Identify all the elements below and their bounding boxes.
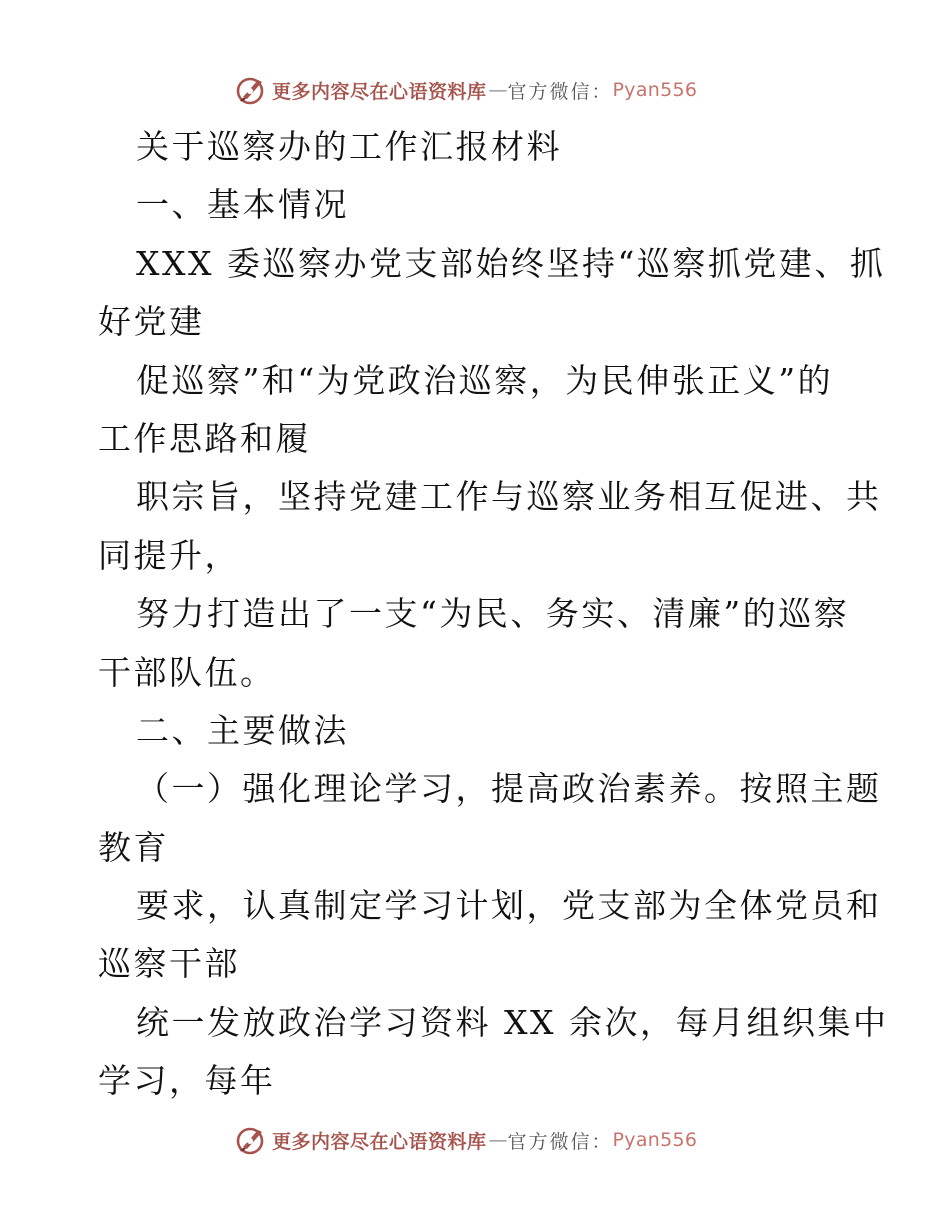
- watermark-main-text: 更多内容尽在心语资料库: [272, 1130, 487, 1153]
- paragraph-line: 学习，每年: [98, 1061, 276, 1101]
- brush-logo-icon: [234, 73, 268, 107]
- paragraph-line: 同提升，: [98, 535, 240, 575]
- paragraph-line: XXX 委巡察办党支部始终坚持“巡察抓党建、抓: [136, 243, 886, 283]
- watermark-wechat-id: Pyan556: [612, 1129, 698, 1151]
- paragraph-line: （一）强化理论学习，提高政治素养。按照主题: [136, 769, 882, 809]
- watermark-dash: —: [488, 1129, 506, 1151]
- paragraph-line: 巡察干部: [98, 944, 240, 984]
- doc-title: 关于巡察办的工作汇报材料: [136, 127, 562, 166]
- paragraph-line: 教育: [98, 827, 169, 867]
- watermark-wechat-id: Pyan556: [612, 79, 698, 101]
- paragraph-line: 促巡察”和“为党政治巡察，为民伸张正义”的: [136, 360, 834, 400]
- watermark-banner-bottom: [234, 1120, 734, 1160]
- watermark-main-text: 更多内容尽在心语资料库: [272, 80, 487, 103]
- paragraph-line: 干部队伍。: [98, 652, 276, 692]
- section-heading-basic-situation: 一、基本情况: [136, 185, 349, 225]
- paragraph-line: 工作思路和履: [98, 418, 311, 458]
- paragraph-line: 统一发放政治学习资料 XX 余次，每月组织集中: [136, 1002, 889, 1042]
- paragraph-line: 好党建: [98, 302, 205, 342]
- brush-logo-icon: [234, 1123, 268, 1157]
- document-body: [98, 118, 889, 1111]
- paragraph-line: 职宗旨，坚持党建工作与巡察业务相互促进、共: [136, 477, 882, 517]
- watermark-dash: —: [488, 79, 506, 101]
- watermark-wechat-label: 官方微信：: [507, 1130, 613, 1153]
- paragraph-line: 努力打造出了一支“为民、务实、清廉”的巡察: [136, 594, 850, 634]
- watermark-wechat-label: 官方微信：: [507, 80, 613, 103]
- paragraph-line: 要求，认真制定学习计划，党支部为全体党员和: [136, 886, 882, 926]
- section-heading-main-practices: 二、主要做法: [136, 710, 349, 750]
- watermark-banner-top: [234, 70, 734, 110]
